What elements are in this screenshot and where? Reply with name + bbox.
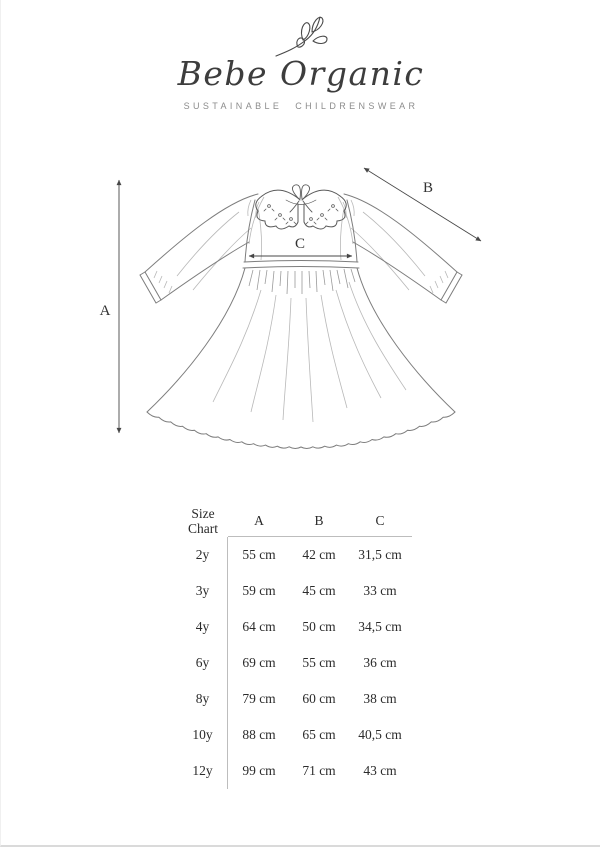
cell-a: 55 cm bbox=[242, 547, 276, 562]
measure-label-b: B bbox=[422, 180, 433, 196]
row-size: 3y bbox=[178, 573, 228, 609]
measurement-arrows bbox=[119, 168, 481, 433]
row-size: 6y bbox=[178, 645, 228, 681]
row-size: 10y bbox=[178, 717, 228, 753]
row-size: 4y bbox=[178, 609, 228, 645]
sprig-icon bbox=[273, 13, 331, 59]
measure-arrow-b bbox=[364, 168, 481, 241]
cell-c: 40,5 cm bbox=[358, 727, 402, 742]
cell-a: 99 cm bbox=[242, 763, 276, 778]
dress-outline bbox=[140, 194, 462, 449]
cell-a: 88 cm bbox=[242, 727, 276, 742]
cell-b: 65 cm bbox=[302, 727, 336, 742]
cell-a: 69 cm bbox=[242, 655, 276, 670]
cell-b: 71 cm bbox=[302, 763, 336, 778]
collar-embroidery bbox=[264, 205, 338, 224]
cell-c: 36 cm bbox=[363, 655, 397, 670]
size-chart-table bbox=[178, 505, 412, 789]
cell-c: 31,5 cm bbox=[358, 547, 402, 562]
dress-illustration bbox=[101, 150, 501, 470]
cell-b: 42 cm bbox=[302, 547, 336, 562]
brand-tagline: SUSTAINABLE CHILDRENSWEAR bbox=[183, 101, 419, 111]
cell-c: 34,5 cm bbox=[358, 619, 402, 634]
waist-gathers bbox=[249, 269, 355, 294]
cell-b: 50 cm bbox=[302, 619, 336, 634]
measure-label-a: A bbox=[99, 303, 111, 319]
measure-label-c: C bbox=[294, 236, 305, 252]
size-chart-title: Size Chart bbox=[188, 506, 218, 536]
scalloped-collar bbox=[256, 185, 347, 229]
brand-name: Bebe Organic bbox=[177, 54, 425, 93]
cell-b: 45 cm bbox=[302, 583, 336, 598]
cell-a: 64 cm bbox=[242, 619, 276, 634]
scalloped-hem bbox=[147, 412, 455, 449]
column-header-c: C bbox=[348, 505, 412, 537]
cell-c: 33 cm bbox=[363, 583, 397, 598]
column-header-b: B bbox=[290, 505, 348, 537]
cell-a: 59 cm bbox=[242, 583, 276, 598]
row-size: 2y bbox=[178, 537, 228, 573]
cell-c: 43 cm bbox=[363, 763, 397, 778]
bow-icon bbox=[290, 185, 312, 212]
column-header-a: A bbox=[228, 505, 290, 537]
cell-b: 55 cm bbox=[302, 655, 336, 670]
row-size: 12y bbox=[178, 753, 228, 789]
row-size: 8y bbox=[178, 681, 228, 717]
dress-fold-lines bbox=[154, 197, 448, 422]
cell-b: 60 cm bbox=[302, 691, 336, 706]
cell-a: 79 cm bbox=[242, 691, 276, 706]
cell-c: 38 cm bbox=[363, 691, 397, 706]
